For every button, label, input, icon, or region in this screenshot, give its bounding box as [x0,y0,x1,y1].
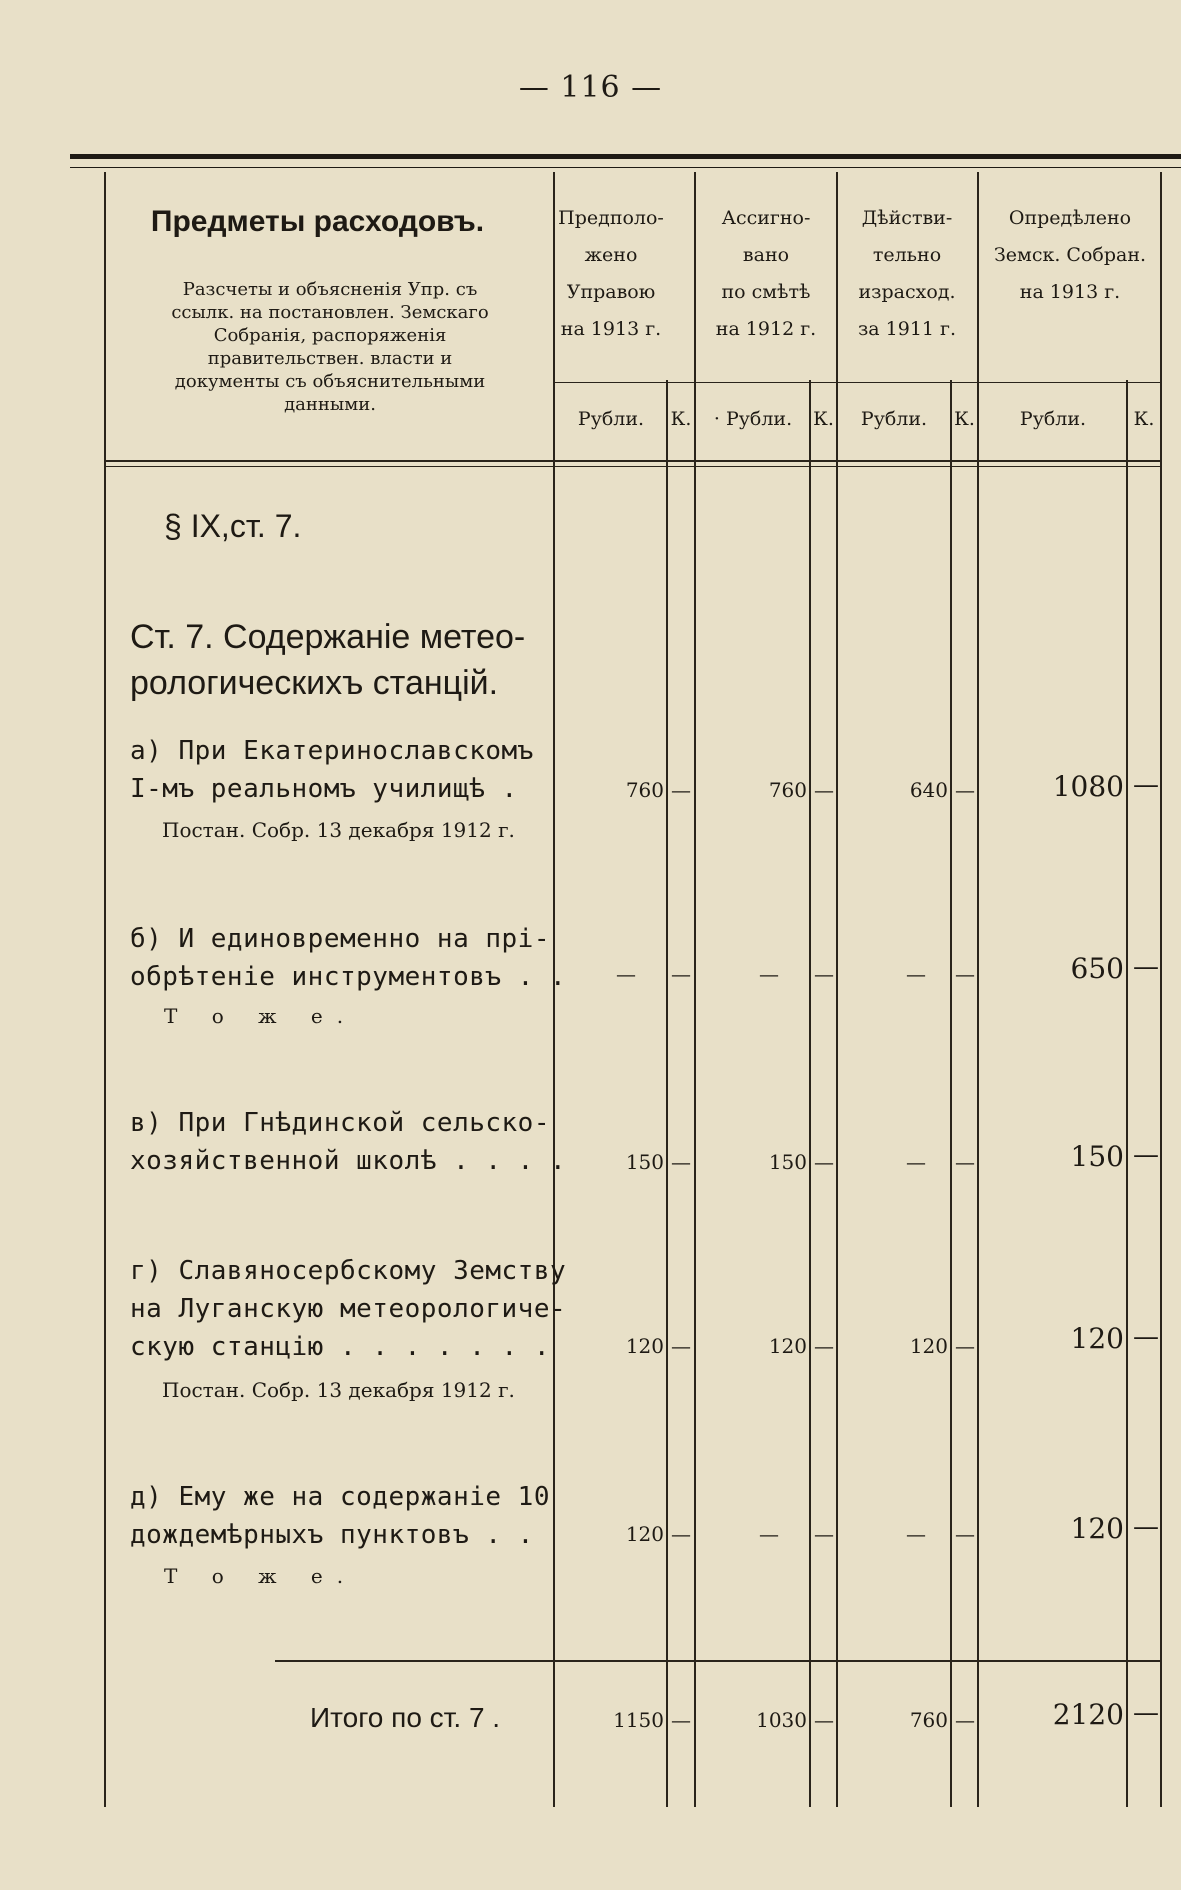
column-header-line: тельно [872,244,942,266]
cell-spent-rub: — [906,1150,926,1174]
cell-determined-kop: — [1133,1140,1159,1170]
column-header-assigned [697,200,835,348]
header-subtitle: Разсчеты и объясненія Упр. съ ссылк. на постановлен. Земскаго Собранія, распоряженія правительствен. власти и документы съ объяснительными данными. [171,279,489,415]
column-header-line: на 1912 г. [715,318,817,340]
total-proposed-rub: 1150 [613,1708,664,1732]
cell-spent-kop: — [955,962,975,986]
column-header-line: вано [742,244,790,266]
cell-proposed-rub: 120 [625,1334,664,1358]
row-a-line: а) При Екатеринославскомъ [130,736,534,766]
cell-proposed-kop: — [671,1334,691,1358]
row-e-line: дождемѣрныхъ пунктовъ . . [130,1520,534,1550]
row-a-line: І-мъ реальномъ училищѣ . [130,774,518,804]
unit-kopecks: К. [813,408,834,430]
row-d-line: на Луганскую метеорологиче- [130,1294,567,1324]
column-header-line: израсход. [858,281,956,303]
cell-spent-kop: — [955,1150,975,1174]
col-divider-c1 [694,172,696,1807]
cell-proposed-rub: 760 [625,778,664,802]
unit-rubles: Рубли. [577,408,645,430]
cell-assigned-rub: — [759,962,779,986]
column-header-line: на 1913 г. [1019,281,1121,303]
total-proposed-kop: — [671,1708,691,1732]
unit-kopecks: К. [954,408,975,430]
total-rule [275,1660,1162,1662]
row-b-note: Т о ж е. [164,1004,358,1028]
total-determined-kop: — [1133,1698,1159,1728]
row-e-note: Т о ж е. [164,1564,358,1588]
unit-rubles: · Рубли. [713,408,793,430]
column-header-proposed [556,200,666,348]
col-divider-k4 [1126,380,1128,1807]
row-e-line: д) Ему же на содержаніе 10 [130,1482,550,1512]
units-divider [553,382,1160,383]
column-header-line: Земск. Собран. [993,244,1147,266]
unit-kopecks: К. [670,408,692,430]
row-d-line: г) Славяносербскому Земству [130,1256,567,1286]
total-assigned-rub: 1030 [756,1708,807,1732]
column-header-line: Дѣйстви- [861,207,953,229]
cell-determined-rub: 1080 [1052,770,1124,803]
right-border [1160,172,1162,1807]
cell-spent-rub: — [906,1522,926,1546]
col-divider-k2 [809,380,811,1807]
column-header-line: Ассигно- [721,207,811,229]
row-d-note: Постан. Собр. 13 декабря 1912 г. [162,1378,515,1402]
left-border [104,172,106,1807]
cell-proposed-rub: 120 [625,1522,664,1546]
cell-assigned-kop: — [814,1334,834,1358]
article-line: Ст. 7. Содержаніе метео- [130,618,526,656]
unit-rubles: Рубли. [860,408,928,430]
article-line: рологическихъ станцій. [130,664,499,702]
column-header-line: жено [584,244,638,266]
cell-assigned-kop: — [814,962,834,986]
row-c-line: в) При Гнѣдинской сельско- [130,1108,550,1138]
cell-proposed-rub: 150 [625,1150,664,1174]
row-b-line: обрѣтеніе инструментовъ . . [130,962,567,992]
page-number: — 116 — [518,70,663,105]
total-spent-kop: — [955,1708,975,1732]
top-rule-thin [70,167,1181,168]
row-b-line: б) И единовременно на прі- [130,924,550,954]
column-header-line: за 1911 г. [857,318,957,340]
cell-proposed-kop: — [671,1150,691,1174]
cell-spent-rub: 120 [909,1334,948,1358]
cell-assigned-kop: — [814,1522,834,1546]
cell-spent-kop: — [955,1522,975,1546]
header-bottom-rule-thin [104,466,1162,467]
cell-determined-kop: — [1133,1512,1159,1542]
cell-determined-kop: — [1133,1322,1159,1352]
unit-rubles: Рубли. [1019,408,1087,430]
cell-determined-kop: — [1133,952,1159,982]
cell-spent-rub: — [906,962,926,986]
cell-proposed-kop: — [671,778,691,802]
top-rule [70,154,1181,159]
cell-determined-kop: — [1133,770,1159,800]
col-divider-k1 [666,380,668,1807]
unit-kopecks: К. [1133,408,1155,430]
header-title: Предметы расходовъ. [150,205,485,238]
row-a-note: Постан. Собр. 13 декабря 1912 г. [162,818,515,842]
cell-spent-rub: 640 [909,778,948,802]
section-heading: § IX,ст. 7. [164,508,302,544]
cell-determined-rub: 120 [1070,1512,1124,1545]
total-label: Итого по ст. 7 . [310,1702,501,1733]
cell-determined-rub: 150 [1070,1140,1124,1173]
column-header-line: Управою [566,281,656,303]
column-header-line: на 1913 г. [560,318,662,340]
cell-determined-rub: 650 [1070,952,1124,985]
cell-proposed-rub: — [616,962,636,986]
column-header-line: по смѣтѣ [721,281,811,303]
cell-spent-kop: — [955,778,975,802]
cell-proposed-kop: — [671,1522,691,1546]
col-divider-k3 [950,380,952,1807]
cell-assigned-rub: 760 [768,778,807,802]
cell-assigned-kop: — [814,1150,834,1174]
cell-proposed-kop: — [671,962,691,986]
row-d-line: скую станцію . . . . . . . [130,1332,550,1362]
cell-spent-kop: — [955,1334,975,1358]
col-divider-c3 [977,172,979,1807]
total-assigned-kop: — [814,1708,834,1732]
cell-assigned-rub: 150 [768,1150,807,1174]
total-spent-rub: 760 [909,1708,948,1732]
cell-assigned-rub: 120 [768,1334,807,1358]
cell-determined-rub: 120 [1070,1322,1124,1355]
column-header-determined [980,200,1160,311]
column-header-line: Опредѣлено [1008,207,1132,229]
cell-assigned-rub: — [759,1522,779,1546]
cell-assigned-kop: — [814,778,834,802]
total-determined-rub: 2120 [1052,1698,1124,1731]
row-c-line: хозяйственной школѣ . . . . [130,1146,567,1176]
column-header-line: Предполо- [558,207,664,229]
header-bottom-rule [104,460,1162,462]
column-header-spent [838,200,976,348]
